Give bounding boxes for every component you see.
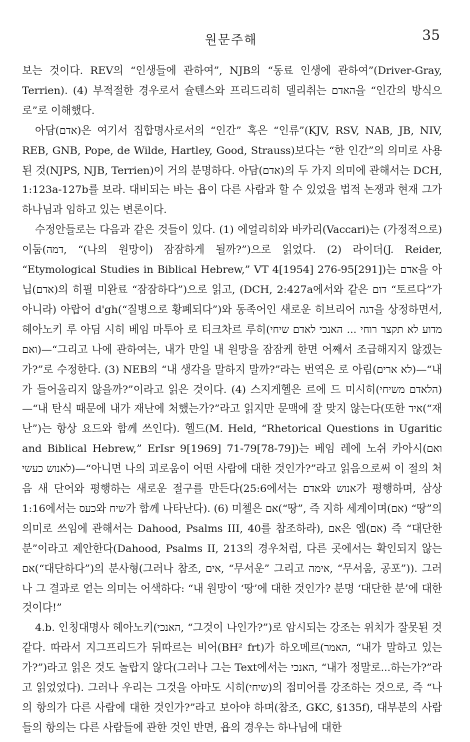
page-header: [22, 28, 440, 50]
paragraph: 보는 것이다. REV의 “인생들에 관하여”, NJB의 “동료 인생에 관하여”(Driver-Gray, Terrien). (4) 부적절한 경우로서 슐텐스와 프리드리히 델리취는 האדם을 “인간의 방식으로”로 이해했다.: [22, 65, 442, 117]
page-number: 35: [422, 28, 440, 44]
page-body: [22, 62, 442, 736]
running-head: 원문주해: [204, 32, 258, 47]
paragraph: 아담(אדם)은 여기서 집합명사로서의 “인간” 혹은 “인류”(KJV, RSV, NAB, JB, NIV, REB, GNB, Pope, de Wilde, Hartley, Good, Strauss)보다는 “한 인간”의 의미로 사용된 것(NJPS, NJB, Terrien)이 거의 분명하다. 아담(אדם)의 두 가지 의미에 관해서는 DCH, 1:123a-127b를 보라. 대비되는 바는 욥이 다른 사람과 할 수 있었을 법적 논쟁과 현재 그가 하나님과 임하고 있는 변론이다.: [22, 124, 442, 217]
paragraph: 수정안들로는 다음과 같은 것들이 있다. (1) 에얼리히와 바카리(Vaccari)는 (가정적으로) 이둠(דמה, “(나의 원망이) 잠잠하게 될까?”)으로 읽었다. (2) 라이더(J. Reider, “Etymological Studies in Biblical Hebrew,” VT 4[1954] 276-95[291])는 אדם을 아닙(אדם)의 히필 미완료 “잠잠하다”)으로 읽고, (DCH, 2:427a에서와 같은 דום “토르다”가 아니라) 아랍어 d'gh(“질병으로 황폐되다”)와 동족어인 새로운 히브리어 דגה을 상정하면서, 헤아노키 루 아딤 시히 베임 마투아 로 티크차르 루히(מדוע לא תקצר רוחי ... האנכי לאדם שיחי ואם)—“그리고 나에 관하여는, 내가 만일 내 원망을 잠잠케 한면 어째서 조급해지지 않겠는가?”로 수정한다. (3) NEB의 “내 생각을 말하지 말까?”라는 번역은 로 아림(לא ארים)—“내가 들어올리지 않을까?”이라고 읽은 것이다. (4) 스지게헬은 르에 드 미시히(הלאדם משיחי)—“내 탄식 때문에 내가 재난에 처했는가?”라고 읽지만 문맥에 잘 맞지 않는다(또한 איד(“재난”)는 항상 요드와 함께 쓰인다). 헬드(M. Held, “Rhetorical Questions in Ugaritic and Biblical Hebrew,” ErIsr 9[1969] 71-79[78-79])는 베임 레에 노쉬 카아시(ואם לאנוש כעשי)—“아니면 나의 괴로움이 어떤 사람에 대한 것인가?”라고 읽음으로써 이 절의 처음 새 단어와 평행하는 새로운 절구를 만든다(25:6에서는 אדם와 אנוש가 평행하며, 삼상 1:16에서는 כעס와 שיח가 함께 나타난다). (6) 미첼은 אם(“땅”, 즉 지하 세계이며(אם) “땅”의 의미로 쓰임에 관해서는 Dahood, Psalms III, 40를 참조하라), אם은 엠(אם) 즉 “대단한 분”이라고 제안한다(Dahood, Psalms II, 213의 경우처럼, 다른 곳에서는 확인되지 않는 אם(“대단하다”)의 분사형(그러나 참조, אים, “무서운” 그리고 אימה, “무서움, 공포”)). 그러나 그 결과로 얻는 의미는 어색하다: “내 원망이 ‘땅’에 대한 것인가? 분명 ‘대단한 분’에 대한 것이다!”: [22, 224, 442, 615]
paragraph: 4.b. 인칭대명사 헤아노키(האנכי, “그것이 나인가?”)로 암시되는 강조는 위치가 잘못된 것 같다. 따라서 지그프리드가 뒤따르는 비어(BH² frt)가 하오메르(האמר, “내가 말하고 있는가?”)라고 읽은 것도 놀랍지 않다(그러나 그는 Text에서는 האנכי, “내가 정말로...하는가?”라고 읽었었다). 그러나 우리는 그것을 아마도 시히(שיחי)의 접미어를 강조하는 것으로, 즉 “나의 항의가 다른 사람에 대한 것인가?”라고 보아야 하며(참조, GKC, §135f), 대부분의 사람들의 항의는 다른 사람들에 관한 것인 반면, 욥의 경우는 하나님에 대한: [22, 622, 442, 734]
